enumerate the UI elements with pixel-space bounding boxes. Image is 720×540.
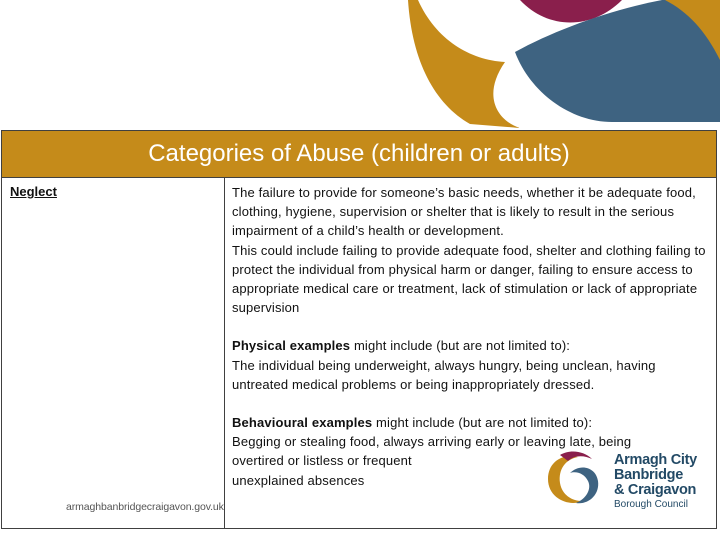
definition-detail-paragraph: This could include failing to provide adequate food, shelter and clothing failing to protect the individual from physical harm or danger, failing to ensure access to appropriate medical care or treatment, lack of stimulation or lack of appropriate supervision — [232, 242, 706, 316]
slide-title: Categories of Abuse (children or adults) — [2, 131, 716, 178]
behavioural-examples-intro-text: might include (but are not limited to): — [372, 415, 593, 431]
council-logo-text — [614, 453, 697, 512]
behavioural-examples-heading: Behavioural examples — [232, 415, 373, 431]
definition-paragraph: The failure to provide for someone’s basic needs, whether it be adequate food, clothing, hygiene, supervision or shelter that is likely to result in the serious impairment of a child’s health or development. — [232, 185, 696, 239]
council-name-line: Banbridge — [614, 467, 684, 483]
council-name-line: Armagh City — [614, 452, 697, 468]
council-logo-icon — [540, 449, 602, 507]
physical-examples-heading: Physical examples — [232, 338, 351, 354]
logo-slate-arc — [570, 467, 598, 503]
behavioural-examples-line: unexplained absences — [232, 472, 365, 488]
physical-examples-text: The individual being underweight, always hungry, being unclean, having untreated medical problems or being inappropriately dressed. — [232, 357, 656, 392]
column-divider — [224, 178, 225, 528]
behavioural-examples-line: overtired or listless or frequent — [232, 453, 412, 469]
abuse-category-table — [1, 130, 717, 529]
category-label: Neglect — [10, 184, 57, 199]
council-subtitle: Borough Council — [614, 499, 688, 510]
category-description — [232, 183, 712, 490]
logo-gold-arc — [548, 456, 582, 503]
gold-swoosh — [408, 0, 520, 128]
decorative-swoosh-graphic — [0, 0, 720, 140]
behavioural-examples-line: Begging or stealing food, always arriving early or leaving late, being — [232, 434, 632, 450]
physical-examples-intro-text: might include (but are not limited to): — [350, 338, 571, 354]
council-name-line: & Craigavon — [614, 482, 697, 498]
physical-examples-intro — [232, 336, 712, 355]
website-url: armaghbanbridgecraigavon.gov.uk — [66, 501, 224, 513]
slate-swoosh — [515, 0, 720, 122]
behavioural-examples-intro — [232, 413, 712, 432]
